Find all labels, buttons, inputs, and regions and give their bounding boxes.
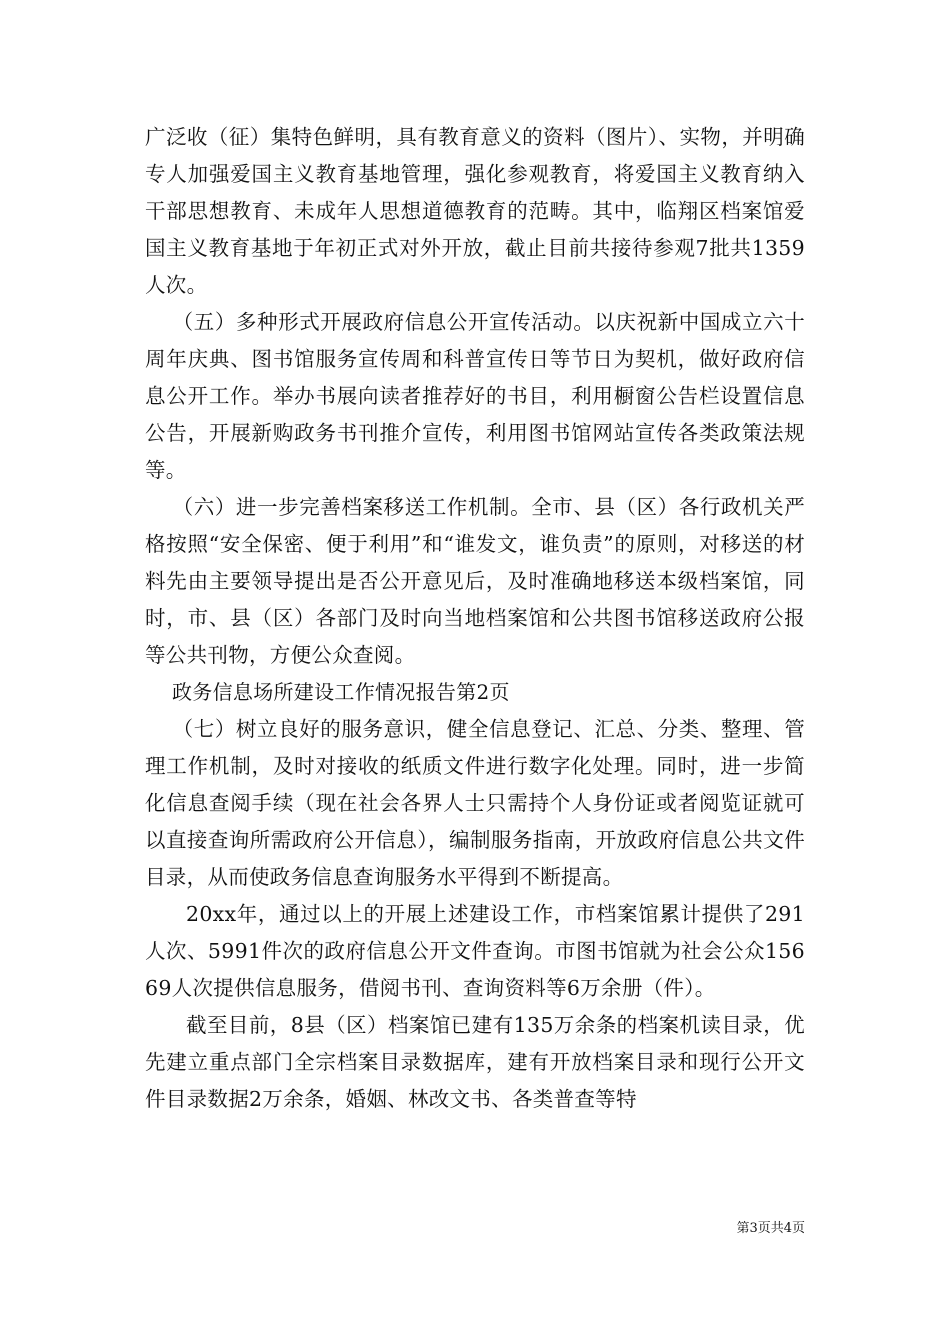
paragraph-section-6: （六）进一步完善档案移送工作机制。全市、县（区）各行政机关严格按照“安全保密、便于利用”和“谁发文，谁负责”的原则，对移送的材料先由主要领导提出是否公开意见后，及时准确地移送本级档案馆，同时，市、县（区）各部门及时向当地档案馆和公共图书馆移送政府公报等公共刊物，方便公众查阅。: [145, 495, 805, 667]
paragraph-section-7: （七）树立良好的服务意识，健全信息登记、汇总、分类、整理、管理工作机制，及时对接收的纸质文件进行数字化处理。同时，进一步简化信息查阅手续（现在社会各界人士只需持个人身份证或者阅览证就可以直接查询所需政府公开信息），编制服务指南，开放政府信息公共文件目录，从而使政务信息查询服务水平得到不断提高。: [145, 717, 805, 889]
paragraph-statistics: 20xx年，通过以上的开展上述建设工作，市档案馆累计提供了291人次、5991件次的政府信息公开文件查询。市图书馆就为社会公众15669人次提供信息服务，借阅书刊、查询资料等6万余册（件）。: [145, 902, 805, 1000]
document-body: [145, 119, 805, 1118]
page-number-footer: 第3页共4页: [736, 1221, 805, 1236]
page-subtitle: 政务信息场所建设工作情况报告第2页: [172, 680, 510, 704]
paragraph-continuation: 广泛收（征）集特色鲜明，具有教育意义的资料（图片）、实物，并明确专人加强爱国主义教育基地管理，强化参观教育，将爱国主义教育纳入干部思想教育、未成年人思想道德教育的范畴。其中，临翔区档案馆爱国主义教育基地于年初正式对外开放，截止目前共接待参观7批共1359人次。: [145, 125, 805, 297]
paragraph-section-5: （五）多种形式开展政府信息公开宣传活动。以庆祝新中国成立六十周年庆典、图书馆服务宣传周和科普宣传日等节日为契机，做好政府信息公开工作。举办书展向读者推荐好的书目，利用橱窗公告栏设置信息公告，开展新购政务书刊推介宣传，利用图书馆网站宣传各类政策法规等。: [145, 310, 805, 482]
paragraph-archives-progress: 截至目前，8县（区）档案馆已建有135万余条的档案机读目录，优先建立重点部门全宗档案目录数据库，建有开放档案目录和现行公开文件目录数据2万余条，婚姻、林改文书、各类普查等特: [145, 1013, 805, 1111]
